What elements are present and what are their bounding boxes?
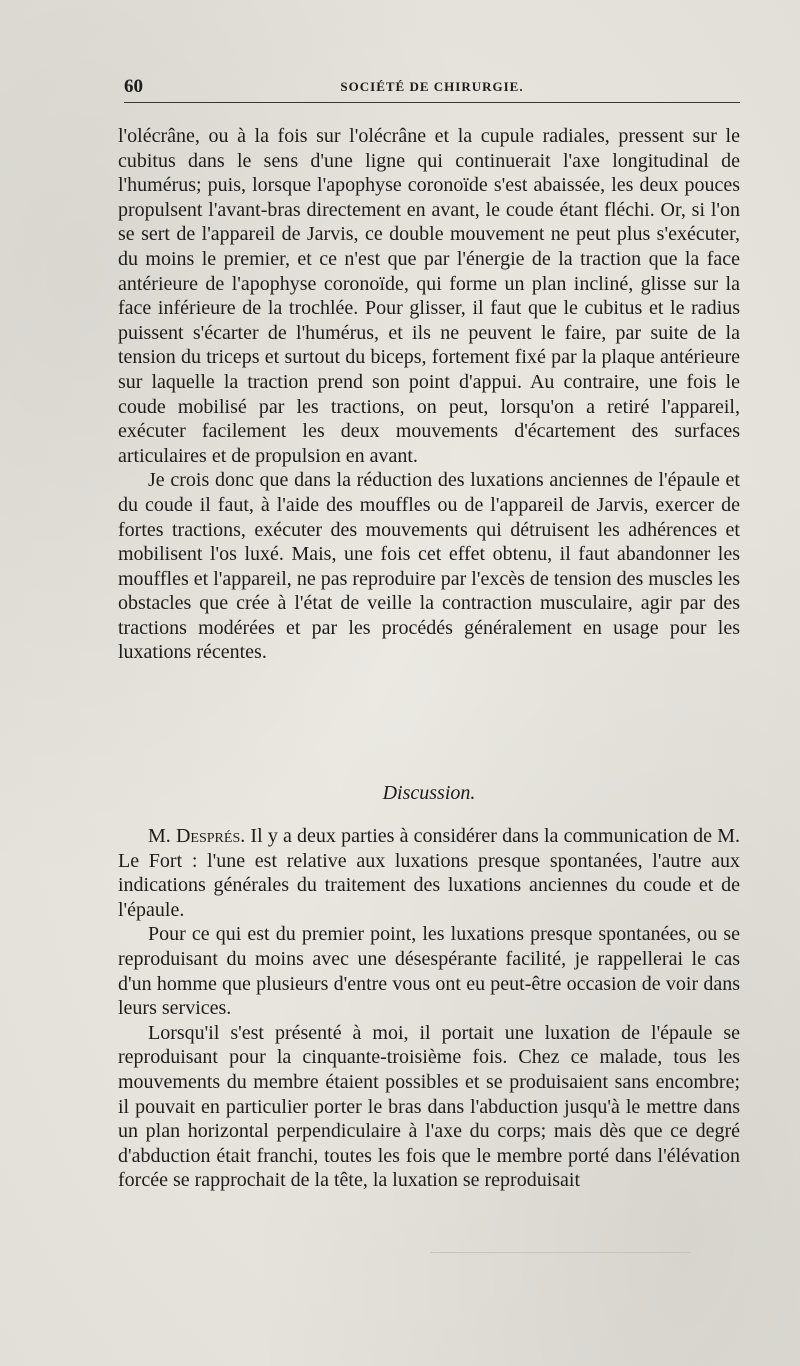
page-number: 60 xyxy=(124,76,143,97)
section-heading: Discussion. xyxy=(382,782,476,804)
body-text-discussion xyxy=(118,824,740,1193)
paragraph-speaker: M. Després. Il y a deux parties à considérer dans la communication de M. Le Fort : l'une est relative aux luxations presque spontanées, l'autre aux indications générales du traitement des luxations anciennes du coude et de l'épaule. xyxy=(118,825,741,921)
paragraph-case-report: Lorsqu'il s'est présenté à moi, il portait une luxation de l'épaule se reproduisant pour la cinquante-troisième fois. Chez ce malade, tous les mouvements du membre étaient possibles et se produisaient sans encombre; il pouvait en particulier porter le bras dans l'abduction jusqu'à le mettre dans un plan horizontal perpendiculaire à l'axe du corps; mais dès que ce degré d'abduction était franchi, toutes les fois que le membre porté dans l'élévation forcée se rapprochait de la tête, la luxation se reproduisait xyxy=(118,1021,740,1192)
bottom-rule xyxy=(430,1252,690,1253)
speaker-name: Després xyxy=(175,825,241,847)
speaker-lead-text: Il y a deux parties à considérer dans la communication de M. Le Fort : l'une est relative aux luxations presque spontanées, l'autre aux indications générales du traitement des luxations anciennes du coude et de l'épaule. xyxy=(118,825,741,921)
running-title: SOCIÉTÉ DE CHIRURGIE. xyxy=(340,79,524,94)
body-text-top xyxy=(118,124,740,665)
paragraph-first-point: Pour ce qui est du premier point, les luxations presque spontanées, ou se reproduisant du moins avec une désespérante facilité, je rappellerai le cas d'un homme que plusieurs d'entre vous ont eu peut-être occasion de voir dans leurs services. xyxy=(118,923,740,1020)
paragraph-conclusion: Je crois donc que dans la réduction des luxations anciennes de l'épaule et du coude il faut, à l'aide des mouffles ou de l'appareil de Jarvis, exercer de fortes tractions, exécuter des mouvements qui détruisent les adhérences et mobilisent l'os luxé. Mais, une fois cet effet obtenu, il faut abandonner les mouffles et l'appareil, ne pas reproduire par l'excès de tension des muscles les obstacles que crée à l'état de veille la contraction musculaire, agir par des tractions modérées et par les procédés généralement en usage pour les luxations récentes. xyxy=(118,469,740,664)
paragraph-continuation: l'olécrâne, ou à la fois sur l'olécrâne et la cupule radiales, pressent sur le cubitus dans le sens d'une ligne qui continuerait l'axe longitudinal de l'humérus; puis, lorsque l'apophyse coronoïde s'est abaissée, les deux pouces propulsent l'avant-bras directement en avant, le coude étant fléchi. Or, si l'on se sert de l'appareil de Jarvis, ce double mouvement ne peut plus s'exécuter, du moins le premier, et ce n'est que par l'énergie de la traction que la face antérieure de l'apophyse coronoïde, qui forme un plan incliné, glisse sur la face inférieure de la trochlée. Pour glisser, il faut que le cubitus et le radius puissent s'écarter de l'humérus, et ils ne peuvent le faire, par suite de la tension du triceps et surtout du biceps, fortement fixé par la plaque antérieure sur laquelle la traction prend son point d'appui. Au contraire, une fois le coude mobilisé par les tractions, on peut, lorsqu'on a retiré l'appareil, exécuter facilement les deux mouvements d'écartement des surfaces articulaires et de propulsion en avant. xyxy=(118,125,740,467)
speaker-prefix: M. xyxy=(148,825,171,847)
page-header xyxy=(124,76,740,100)
header-rule xyxy=(124,102,740,103)
